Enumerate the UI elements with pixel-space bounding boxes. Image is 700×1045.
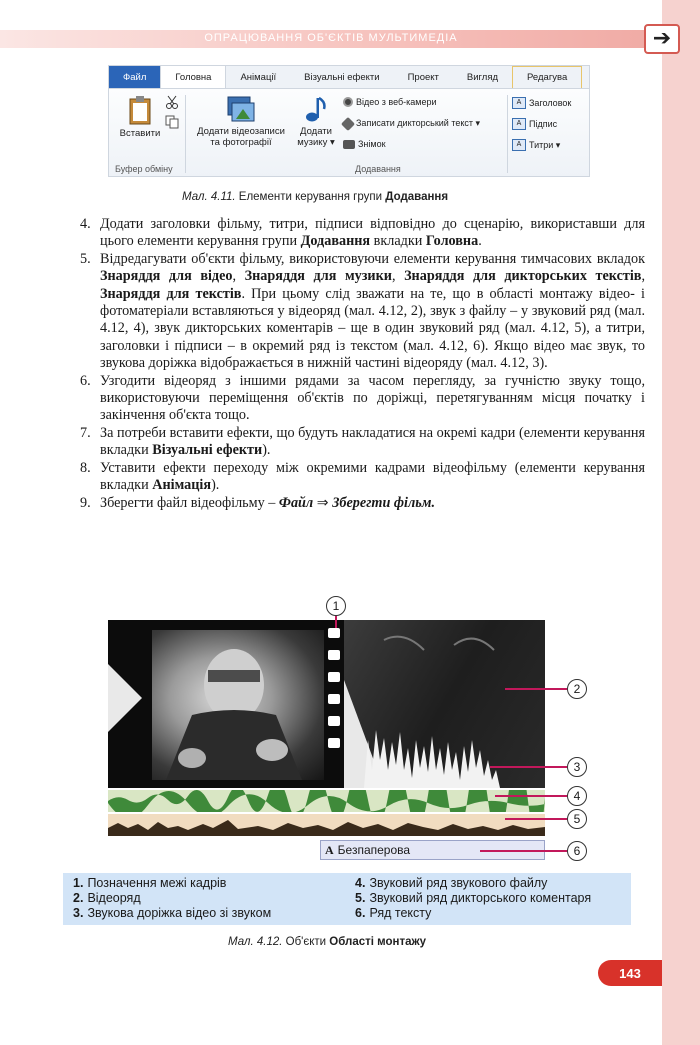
page-side-band xyxy=(662,0,700,1045)
ribbon-screenshot xyxy=(108,65,590,177)
figure-legend xyxy=(63,873,631,925)
legend-num: 4. xyxy=(355,876,366,890)
paste-label: Вставити xyxy=(119,128,161,139)
list-item-number: 9. xyxy=(80,494,91,511)
list-item xyxy=(80,251,645,373)
legend-num: 2. xyxy=(73,891,84,905)
figure-caption-4-12 xyxy=(228,936,426,948)
list-item xyxy=(80,216,645,251)
ribbon-tabs xyxy=(109,66,589,89)
group-separator xyxy=(185,95,186,173)
audio-waveform xyxy=(344,620,545,788)
list-item-number: 5. xyxy=(80,250,91,267)
heading-label: Заголовок xyxy=(529,98,572,108)
legend-item xyxy=(355,891,591,905)
list-item-text: За потреби вставити ефекти, що будуть накладатися на окремі кадри (елементи керування вкладки Візуальні ефекти). xyxy=(100,424,645,459)
callout-line-1 xyxy=(335,614,337,628)
credits-label: Титри ▾ xyxy=(529,139,561,150)
snapshot-label: Знімок xyxy=(358,139,386,149)
heading-icon: A xyxy=(512,97,526,109)
section-title: ОПРАЦЮВАННЯ ОБ'ЄКТІВ МУЛЬТИМЕДІА xyxy=(204,32,458,44)
add-video-photo-button[interactable] xyxy=(189,95,293,148)
audio-file-track[interactable] xyxy=(108,790,545,812)
text-icon: A xyxy=(325,842,334,857)
webcam-label: Відео з веб-камери xyxy=(356,97,437,107)
frame-boundary-strip xyxy=(324,620,344,788)
arrow-right-icon: ➔ xyxy=(652,26,672,51)
list-item-number: 6. xyxy=(80,372,91,389)
legend-text: Звукова доріжка відео зі звуком xyxy=(87,906,272,920)
list-item-number: 4. xyxy=(80,216,91,232)
list-item-text: Узгодити відеоряд з іншими рядами за часом перегляду, за гучністю звуку тощо, використовуючи переміщення об'єктів по доріжці, перетягуванням місця початку і закінчення об'єкта тощо. xyxy=(100,372,645,424)
legend-item xyxy=(73,906,271,920)
list-item-text: Уставити ефекти переходу між окремими кадрами відеофільму (елементи керування вкладки Анімація). xyxy=(100,459,645,494)
ribbon-body xyxy=(109,89,589,177)
legend-text: Звуковий ряд дикторського коментаря xyxy=(369,891,592,905)
legend-item xyxy=(355,906,431,920)
video-frame-photo xyxy=(152,630,324,780)
callout-5: 5 xyxy=(567,809,587,829)
callout-line-5 xyxy=(505,818,567,820)
copy-icon[interactable] xyxy=(165,115,179,129)
webcam-video-button[interactable] xyxy=(343,97,437,107)
snapshot-button[interactable] xyxy=(343,139,386,149)
montage-figure xyxy=(108,620,545,788)
add-group-label: Додавання xyxy=(355,164,401,174)
tab-edit[interactable]: Редагува xyxy=(512,66,582,88)
credits-icon: A xyxy=(512,139,526,151)
list-item xyxy=(80,373,645,425)
video-frame-board xyxy=(344,620,545,788)
instructions-list xyxy=(80,216,645,512)
list-item-text: Відредагувати об'єкти фільму, використовуючи елементи керування тимчасових вкладок Знаряддя для відео, Знаряддя для музики, Знаряддя для дикторських текстів, Знаряддя для текстів. При цьому слід зважати на те, що в області монтажу відео- і фотоматеріали вставляються у відеоряд (мал. 4.12, 2), звук з файлу – у звуковий ряд (мал. 4.12, 4), звук дикторських коментарів – ще в один звуковий ряд (мал. 4.12, 5), а титри, заголовки і підписи – в окремий ряд із текстом (мал. 4.12, 6). Якщо відео має звук, то звукова доріжка відображається в нижній частині відеоряду (мал. 4.12, 3). xyxy=(100,250,645,372)
tab-file[interactable]: Файл xyxy=(109,66,160,88)
caption-icon: A xyxy=(512,118,526,130)
legend-num: 6. xyxy=(355,906,366,920)
music-waveform xyxy=(108,790,545,812)
tab-project[interactable]: Проект xyxy=(407,71,439,83)
record-narration-button[interactable] xyxy=(343,118,480,129)
add-music-label-1: Додати xyxy=(300,126,332,137)
add-music-label-2: музику ▾ xyxy=(297,137,335,148)
legend-num: 3. xyxy=(73,906,84,920)
header-band xyxy=(0,30,662,48)
list-item xyxy=(80,460,645,495)
list-item-number: 7. xyxy=(80,424,91,441)
legend-num: 1. xyxy=(73,876,84,890)
tab-home[interactable]: Головна xyxy=(160,66,226,88)
caption-text: Об'єкти xyxy=(285,936,327,948)
caption-label: Мал. 4.12. xyxy=(228,936,283,948)
legend-item xyxy=(73,876,226,890)
caption-label: Мал. 4.11. xyxy=(182,191,236,203)
camera-icon xyxy=(343,140,355,149)
caption-text: Елементи керування групи xyxy=(238,191,383,203)
heading-button[interactable] xyxy=(512,97,571,109)
callout-6: 6 xyxy=(567,841,587,861)
callout-2: 2 xyxy=(567,679,587,699)
legend-text: Позначення межі кадрів xyxy=(87,876,227,890)
clipboard-icon xyxy=(128,95,152,125)
callout-1: 1 xyxy=(326,596,346,616)
callout-4: 4 xyxy=(567,786,587,806)
microphone-icon xyxy=(341,116,355,130)
callout-line-3 xyxy=(490,766,567,768)
film-hole xyxy=(328,672,340,682)
film-hole xyxy=(328,628,340,638)
cut-icon[interactable] xyxy=(165,95,179,109)
paste-button[interactable] xyxy=(115,95,165,139)
person-silhouette xyxy=(152,630,324,780)
legend-item xyxy=(73,891,141,905)
tab-visual-effects[interactable]: Візуальні ефекти xyxy=(304,71,380,83)
text-track-label: Безпаперова xyxy=(337,843,411,857)
callout-line-4 xyxy=(495,795,567,797)
legend-num: 5. xyxy=(355,891,366,905)
film-hole xyxy=(328,738,340,748)
add-video-label-2: та фотографії xyxy=(210,137,272,148)
callout-3: 3 xyxy=(567,757,587,777)
group-separator xyxy=(507,95,508,173)
callout-line-6 xyxy=(480,850,567,852)
tab-view[interactable]: Вигляд xyxy=(466,71,499,83)
add-music-button[interactable] xyxy=(293,95,339,148)
list-item-text: Додати заголовки фільму, титри, підписи відповідно до сценарію, використавши для цього елементи керування групи Додавання вкладки Головна. xyxy=(100,216,645,250)
list-item xyxy=(80,425,645,460)
film-hole xyxy=(328,716,340,726)
narration-label: Записати дикторський текст ▾ xyxy=(356,118,481,128)
caption-label: Підпис xyxy=(529,119,558,129)
narration-waveform xyxy=(108,814,545,836)
add-video-label-1: Додати відеозаписи xyxy=(197,126,285,137)
caption-button[interactable] xyxy=(512,118,557,130)
list-item xyxy=(80,495,645,512)
next-page-button[interactable] xyxy=(644,24,680,54)
legend-text: Відеоряд xyxy=(87,891,141,905)
webcam-icon xyxy=(343,97,353,107)
legend-item xyxy=(355,876,547,890)
clipboard-group-label: Буфер обміну xyxy=(115,164,173,174)
legend-text: Ряд тексту xyxy=(369,906,432,920)
page-number: 143 xyxy=(598,960,662,986)
tab-animations[interactable]: Анімації xyxy=(240,71,277,83)
music-note-icon xyxy=(305,95,327,123)
list-item-text: Зберегти файл відеофільму – Файл ⇒ Зберегти фільм. xyxy=(100,494,436,511)
callout-line-2 xyxy=(505,688,567,690)
play-triangle-icon xyxy=(108,664,142,732)
list-item-number: 8. xyxy=(80,459,91,476)
figure-caption-4-11 xyxy=(182,191,448,203)
film-hole xyxy=(328,650,340,660)
legend-text: Звуковий ряд звукового файлу xyxy=(369,876,548,890)
film-hole xyxy=(328,694,340,704)
credits-button[interactable] xyxy=(512,139,560,151)
narration-track[interactable] xyxy=(108,814,545,836)
caption-bold: Області монтажу xyxy=(329,936,427,948)
caption-bold: Додавання xyxy=(385,191,449,203)
film-photo-icon xyxy=(226,95,256,123)
